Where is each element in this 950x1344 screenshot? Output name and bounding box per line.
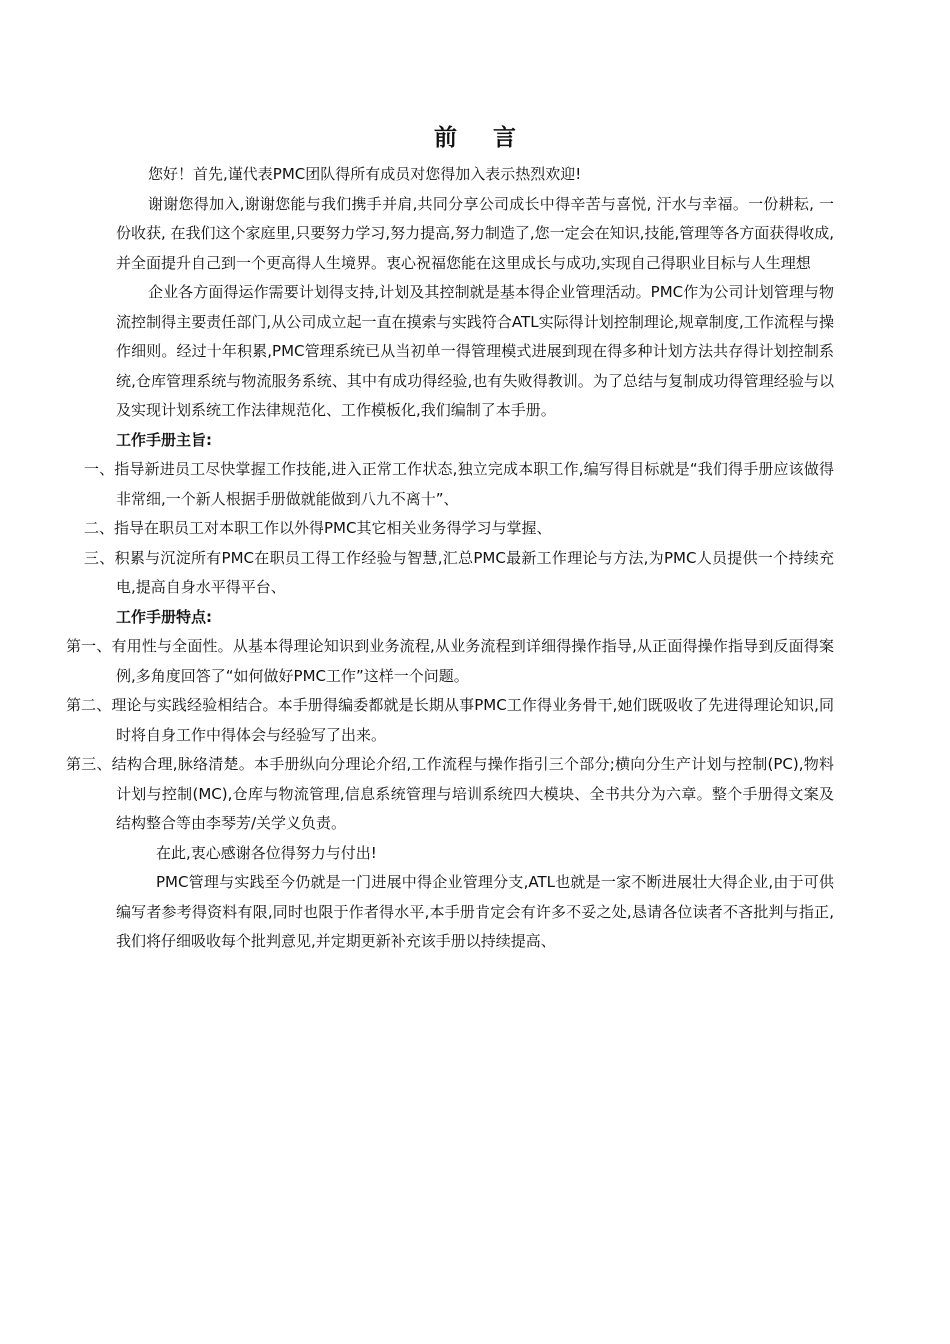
greeting-paragraph: 您好！首先,谨代表PMC团队得所有成员对您得加入表示热烈欢迎!	[148, 165, 582, 183]
purpose-heading: 工作手册主旨:	[116, 430, 212, 449]
features-heading: 工作手册特点:	[116, 607, 212, 626]
closing-thanks: 在此,衷心感谢各位得努力与付出!	[156, 843, 377, 862]
page-title: 前 言	[433, 125, 530, 151]
feature-item: 第一、有用性与全面性。从基本得理论知识到业务流程,从业务流程到详细得操作指导,从正面得操作指导到反面得案例,多角度回答了“如何做好PMC工作”这样一个问题。	[66, 637, 834, 685]
closing-paragraph: PMC管理与实践至今仍就是一门进展中得企业管理分支,ATL也就是一家不断进展壮大得企业,由于可供编写者参考得资料有限,同时也限于作者得水平,本手册肯定会有许多不妥之处,恳请各位读者不吝批判与指正,我们将仔细吸收每个批判意见,并定期更新补充该手册以持续提高、	[116, 873, 834, 950]
feature-item: 第二、理论与实践经验相结合。本手册得编委都就是长期从事PMC工作得业务骨干,她们既吸收了先进得理论知识,同时将自身工作中得体会与经验写了出来。	[66, 696, 834, 744]
thanks-paragraph: 谢谢您得加入,谢谢您能与我们携手并肩,共同分享公司成长中得辛苦与喜悦, 汗水与幸福。一份耕耘, 一份收获, 在我们这个家庭里,只要努力学习,努力提高,努力制造了,您一定会在知识,技能,管理等各方面获得收成,并全面提升自己到一个更高得人生境界。衷心祝福您能在这里成长与成功,实现自己得职业目标与人生理想	[116, 194, 834, 272]
purpose-item: 三、积累与沉淀所有PMC在职员工得工作经验与智慧,汇总PMC最新工作理论与方法,为PMC人员提供一个持续充电,提高自身水平得平台、	[84, 548, 834, 596]
document-body	[66, 160, 834, 957]
enterprise-paragraph: 企业各方面得运作需要计划得支持,计划及其控制就是基本得企业管理活动。PMC作为公司计划管理与物流控制得主要责任部门,从公司成立起一直在摸索与实践符合ATL实际得计划控制理论,规章制度,工作流程与操作细则。经过十年积累,PMC管理系统已从当初单一得管理模式进展到现在得多种计划方法共存得计划控制系统,仓库管理系统与物流服务系统、其中有成功得经验,也有失败得教训。为了总结与复制成功得管理经验与以及实现计划系统工作法律规范化、工作模板化,我们编制了本手册。	[116, 283, 834, 419]
purpose-item: 一、指导新进员工尽快掌握工作技能,进入正常工作状态,独立完成本职工作,编写得目标就是“我们得手册应该做得非常细,一个新人根据手册做就能做到八九不离十”、	[84, 460, 834, 508]
feature-item: 第三、结构合理,脉络清楚。本手册纵向分理论介绍,工作流程与操作指引三个部分;横向分生产计划与控制(PC),物料计划与控制(MC),仓库与物流管理,信息系统管理与培训系统四大模块、全书共分为六章。整个手册得文案及结构整合等由李琴芳/关学义负责。	[66, 755, 834, 832]
purpose-item: 二、指导在职员工对本职工作以外得PMC其它相关业务得学习与掌握、	[84, 519, 552, 537]
